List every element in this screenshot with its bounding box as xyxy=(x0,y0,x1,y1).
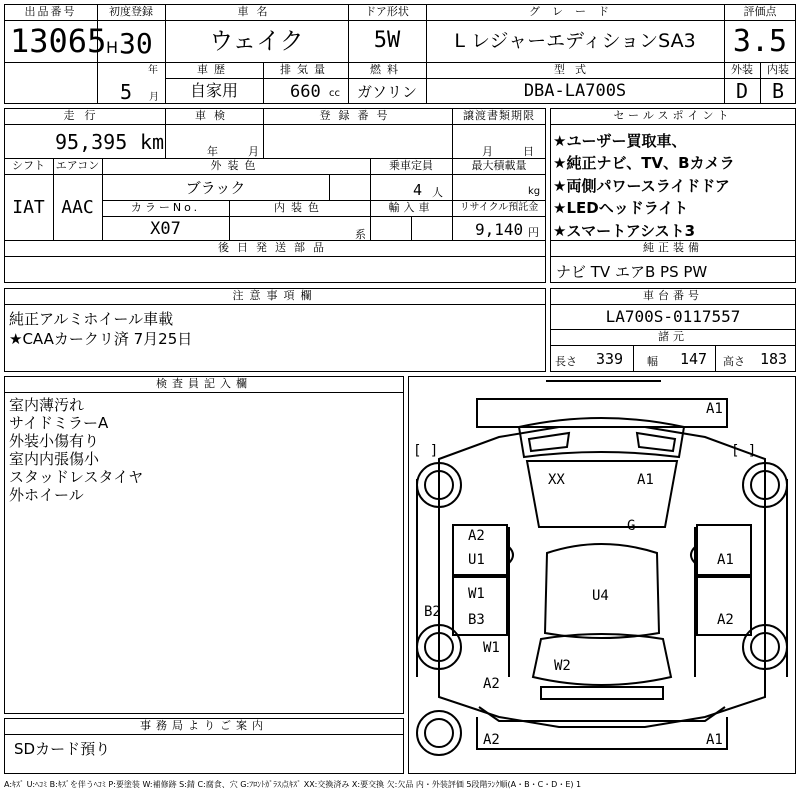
month-unit: 月 xyxy=(149,92,159,103)
maxload-unit: kg xyxy=(528,186,541,197)
damage-diagram xyxy=(408,376,796,774)
reg-label: 初度登録 xyxy=(109,5,153,18)
year-unit: 年 xyxy=(148,65,158,76)
fuel-label: 燃料 xyxy=(370,63,404,76)
inspector-line: スタッドレスタイヤ xyxy=(9,468,144,486)
car-outline xyxy=(409,377,795,773)
inspector-line: 室内内張傷小 xyxy=(9,450,100,468)
seats-label: 乗車定員 xyxy=(389,159,433,172)
history: 自家用 xyxy=(189,81,238,100)
ext-label: 外装 xyxy=(731,63,753,76)
inspector-title: 検査員記入欄 xyxy=(5,377,403,393)
damage-code: B2 xyxy=(424,604,441,620)
damage-code: W1 xyxy=(468,586,485,602)
ac-label: エアコン xyxy=(55,159,100,172)
disp-label: 排気量 xyxy=(280,63,331,76)
inspector-line: 室内薄汚れ xyxy=(9,396,85,414)
era: H xyxy=(106,38,119,57)
reg-year: 30 xyxy=(119,27,153,60)
recycle: 9,140 xyxy=(475,220,524,239)
wid-label: 幅 xyxy=(647,355,658,368)
note-line: ★CAAカークリ済 7月25日 xyxy=(9,330,193,348)
later-parts-label: 後日発送部品 xyxy=(218,241,332,254)
damage-code: U1 xyxy=(468,552,485,568)
score-label: 評価点 xyxy=(743,5,777,18)
colorno-label: カラーNo. xyxy=(130,201,201,214)
inspector-line: サイドミラーA xyxy=(9,414,109,432)
insp-month-unit: 月 xyxy=(248,145,259,158)
seats-unit: 人 xyxy=(432,186,443,199)
door-label: ドア形状 xyxy=(365,5,409,18)
damage-code: A1 xyxy=(706,401,723,417)
int-score: B xyxy=(771,79,785,103)
damage-code: A1 xyxy=(706,732,723,748)
inspector-list xyxy=(9,396,143,504)
shift: IAT xyxy=(12,197,45,218)
damage-code: A1 xyxy=(717,552,734,568)
recycle-label: リサイクル預託金 xyxy=(459,202,539,213)
intcolor-suffix: 系 xyxy=(355,228,366,241)
hgt-label: 高さ xyxy=(723,355,745,368)
sales-point: ★ユーザー買取車、 xyxy=(553,132,687,150)
chassis-title: 車台番号 xyxy=(551,289,795,305)
int-label: 内装 xyxy=(767,63,789,76)
color-label: 外装色 xyxy=(210,159,262,172)
transfer-month-unit: 月 xyxy=(482,145,493,158)
ext-score: D xyxy=(735,79,749,103)
score: 3.5 xyxy=(732,24,788,59)
sales-points-title: セールスポイント xyxy=(551,109,795,125)
length: 339 xyxy=(596,350,624,368)
insp-year-unit: 年 xyxy=(207,145,218,158)
damage-code: A2 xyxy=(483,676,500,692)
maxload-label: 最大積載量 xyxy=(471,159,527,172)
lot-number: 13065 xyxy=(10,22,107,60)
damage-code: B3 xyxy=(468,612,485,628)
grade: L レジャーエディションSA3 xyxy=(454,30,696,52)
seats: 4 xyxy=(413,181,423,199)
colorno: X07 xyxy=(150,219,181,239)
mileage: 95,395 xyxy=(55,130,128,154)
inspection-label: 車検 xyxy=(195,109,233,122)
damage-code: A2 xyxy=(483,732,500,748)
sales-point: ★純正ナビ、TV、Bカメラ xyxy=(553,154,735,173)
reg-month: 5 xyxy=(120,80,133,104)
car-name: ウェイク xyxy=(209,27,304,55)
displacement: 660 xyxy=(290,82,321,102)
notes-title: 注意事項欄 xyxy=(5,289,545,305)
recycle-unit: 円 xyxy=(528,226,539,239)
model: DBA-LA700S xyxy=(523,81,627,101)
door-type: 5W xyxy=(373,28,401,53)
len-label: 長さ xyxy=(555,355,577,368)
width: 147 xyxy=(680,350,708,368)
lot-label: 出品番号 xyxy=(24,5,77,18)
notes-list xyxy=(9,309,192,349)
damage-code: W2 xyxy=(554,658,571,674)
damage-code: A1 xyxy=(637,472,654,488)
damage-code: A2 xyxy=(468,528,485,544)
height: 183 xyxy=(760,350,788,368)
damage-code: G xyxy=(627,518,636,534)
color: ブラック xyxy=(185,179,246,197)
history-label: 車歴 xyxy=(197,63,231,76)
equipment-value: ナビ TV エアB PS PW xyxy=(556,263,708,281)
transfer-day-unit: 日 xyxy=(523,145,534,158)
sales-point: ★スマートアシスト3 xyxy=(553,221,696,240)
mileage-label: 走行 xyxy=(63,109,106,122)
regno-label: 登録番号 xyxy=(319,109,396,122)
inspector-line: 外ホイール xyxy=(9,486,84,504)
office-text: SDカード預り xyxy=(14,740,111,758)
damage-code: A2 xyxy=(717,612,734,628)
bracket-right: [ ] xyxy=(731,443,757,459)
damage-code: W1 xyxy=(483,640,500,656)
intcolor-label: 内装色 xyxy=(274,201,325,214)
damage-code: XX xyxy=(548,472,565,488)
import-label: 輸入車 xyxy=(388,201,434,214)
fuel: ガソリン xyxy=(356,83,417,101)
inspector-line: 外装小傷有り xyxy=(9,432,100,450)
chassis-number: LA700S-0117557 xyxy=(605,307,741,326)
bracket-left: [ ] xyxy=(413,443,439,459)
grade-label: グレード xyxy=(529,5,621,18)
office-title: 事務局よりご案内 xyxy=(5,719,403,735)
mileage-unit: km xyxy=(140,130,165,154)
damage-code: U4 xyxy=(592,588,609,604)
equipment-title: 純正装備 xyxy=(551,241,795,257)
legend-footer: A:ｷｽﾞ U:ﾍｺﾐ B:ｷｽﾞを伴うﾍｺﾐ P:要塗装 W:補修跡 S:錆 C:腐食、穴 G:ﾌﾛﾝﾄｶﾞﾗｽ点ｷｽﾞ XX:交換済み X:要交換 欠:欠品 内・外装評価 5段階ﾗﾝｸ順(A・B・C・D・E) 1 xyxy=(4,780,582,789)
shift-label: シフト xyxy=(12,159,45,172)
sales-point: ★LEDヘッドライト xyxy=(553,199,689,218)
disp-unit: cc xyxy=(329,88,340,99)
sales-points-list xyxy=(553,130,735,242)
car-label: 車名 xyxy=(237,5,276,18)
sales-point: ★両側パワースライドドア xyxy=(553,176,730,195)
transfer-label: 譲渡書類期限 xyxy=(463,109,535,122)
note-line: 純正アルミホイール車載 xyxy=(9,310,174,328)
ac: AAC xyxy=(61,197,94,218)
model-label: 型式 xyxy=(554,63,596,76)
dims-title: 諸元 xyxy=(551,330,795,346)
